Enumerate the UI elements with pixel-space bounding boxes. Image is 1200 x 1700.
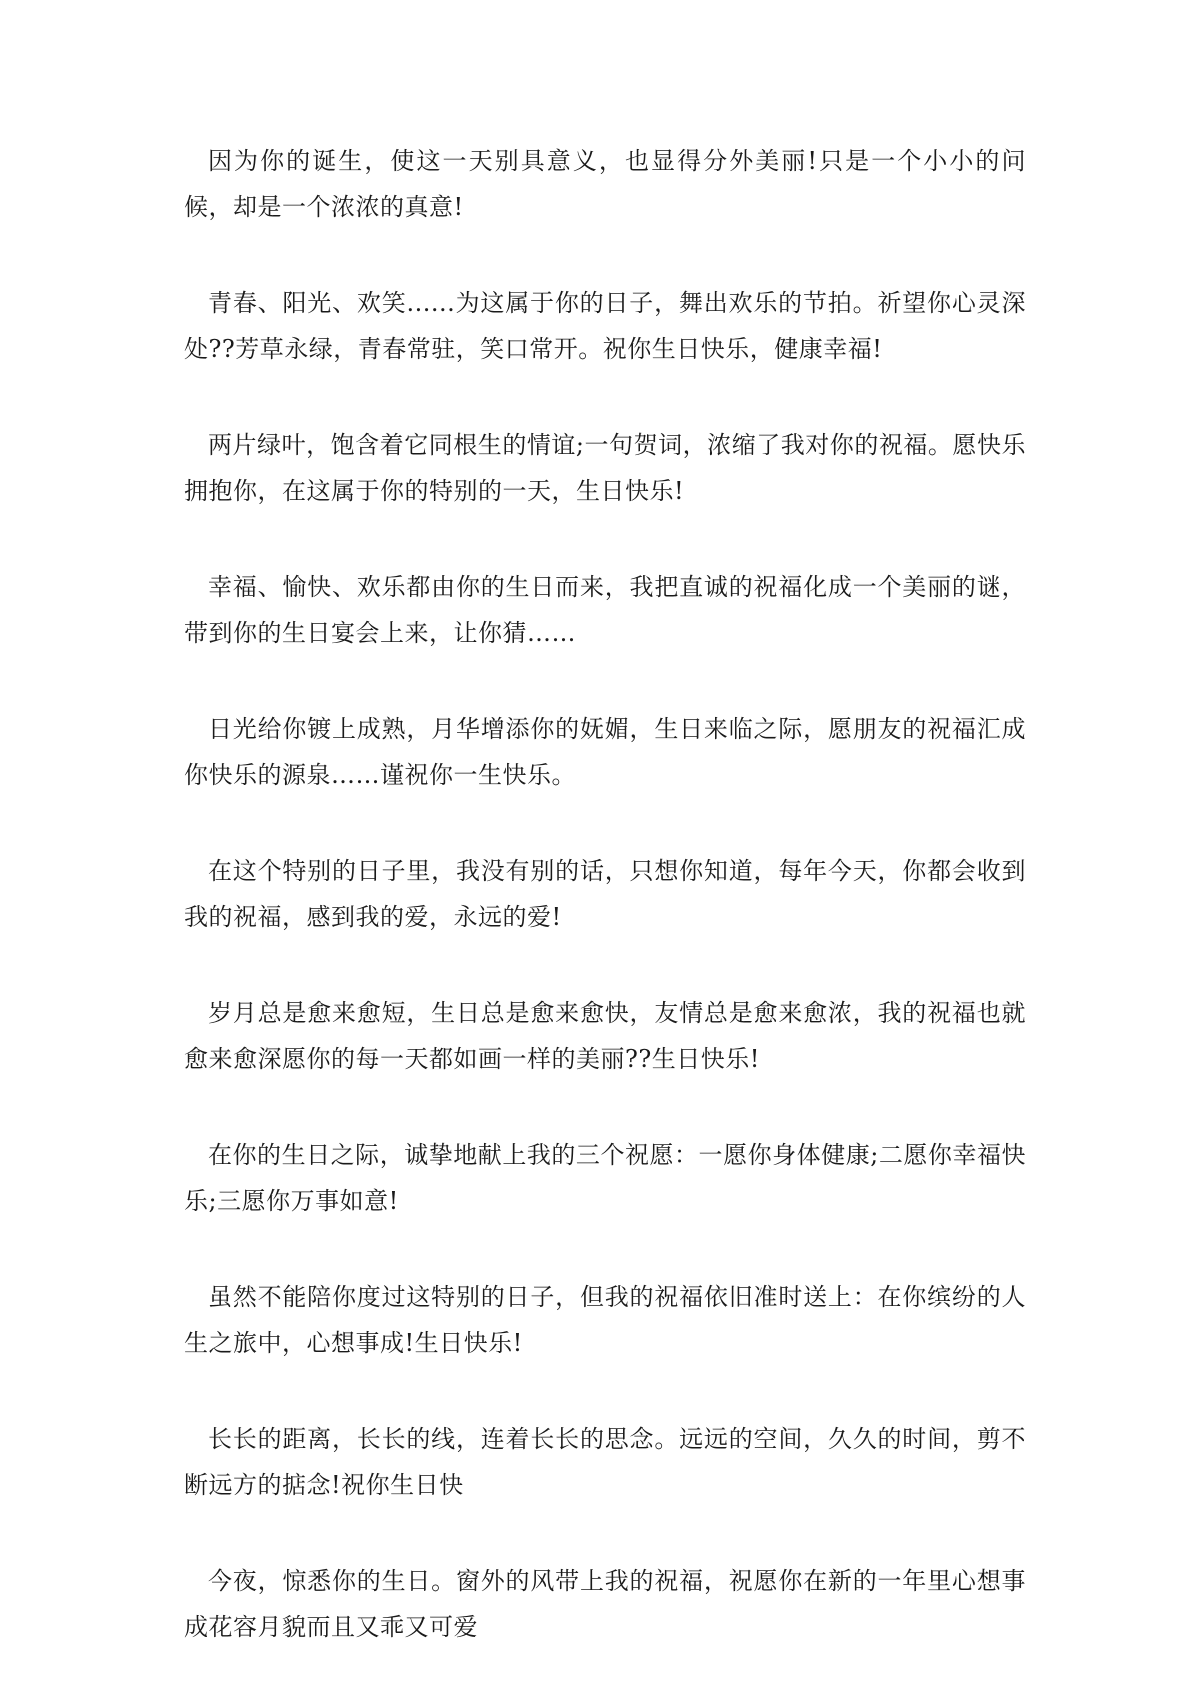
paragraph: 在这个特别的日子里，我没有别的话，只想你知道，每年今天，你都会收到我的祝福，感到我的爱，永远的爱! (184, 857, 1026, 931)
paragraph: 青春、阳光、欢笑......为这属于你的日子，舞出欢乐的节拍。祈望你心灵深处??芳草永绿，青春常驻，笑口常开。祝你生日快乐，健康幸福! (184, 289, 1026, 363)
paragraph: 幸福、愉快、欢乐都由你的生日而来，我把直诚的祝福化成一个美丽的谜，带到你的生日宴会上来，让你猜…… (184, 573, 1026, 647)
paragraph: 岁月总是愈来愈短，生日总是愈来愈快，友情总是愈来愈浓，我的祝福也就愈来愈深愿你的每一天都如画一样的美丽??生日快乐! (184, 999, 1026, 1073)
document-body (184, 138, 1026, 1700)
paragraph: 今夜，惊悉你的生日。窗外的风带上我的祝福，祝愿你在新的一年里心想事成花容月貌而且又乖又可爱 (184, 1567, 1026, 1641)
paragraph: 日光给你镀上成熟，月华增添你的妩媚，生日来临之际，愿朋友的祝福汇成你快乐的源泉……谨祝你一生快乐。 (184, 715, 1026, 789)
paragraph: 两片绿叶，饱含着它同根生的情谊;一句贺词，浓缩了我对你的祝福。愿快乐拥抱你，在这属于你的特别的一天，生日快乐! (184, 431, 1026, 505)
paragraph: 因为你的诞生，使这一天别具意义，也显得分外美丽!只是一个小小的问候，却是一个浓浓的真意! (184, 147, 1026, 221)
paragraph: 在你的生日之际，诚挚地献上我的三个祝愿：一愿你身体健康;二愿你幸福快乐;三愿你万事如意! (184, 1141, 1026, 1215)
paragraph: 虽然不能陪你度过这特别的日子，但我的祝福依旧准时送上：在你缤纷的人生之旅中，心想事成!生日快乐! (184, 1283, 1026, 1357)
paragraph: 长长的距离，长长的线，连着长长的思念。远远的空间，久久的时间，剪不断远方的掂念!祝你生日快 (184, 1425, 1026, 1499)
